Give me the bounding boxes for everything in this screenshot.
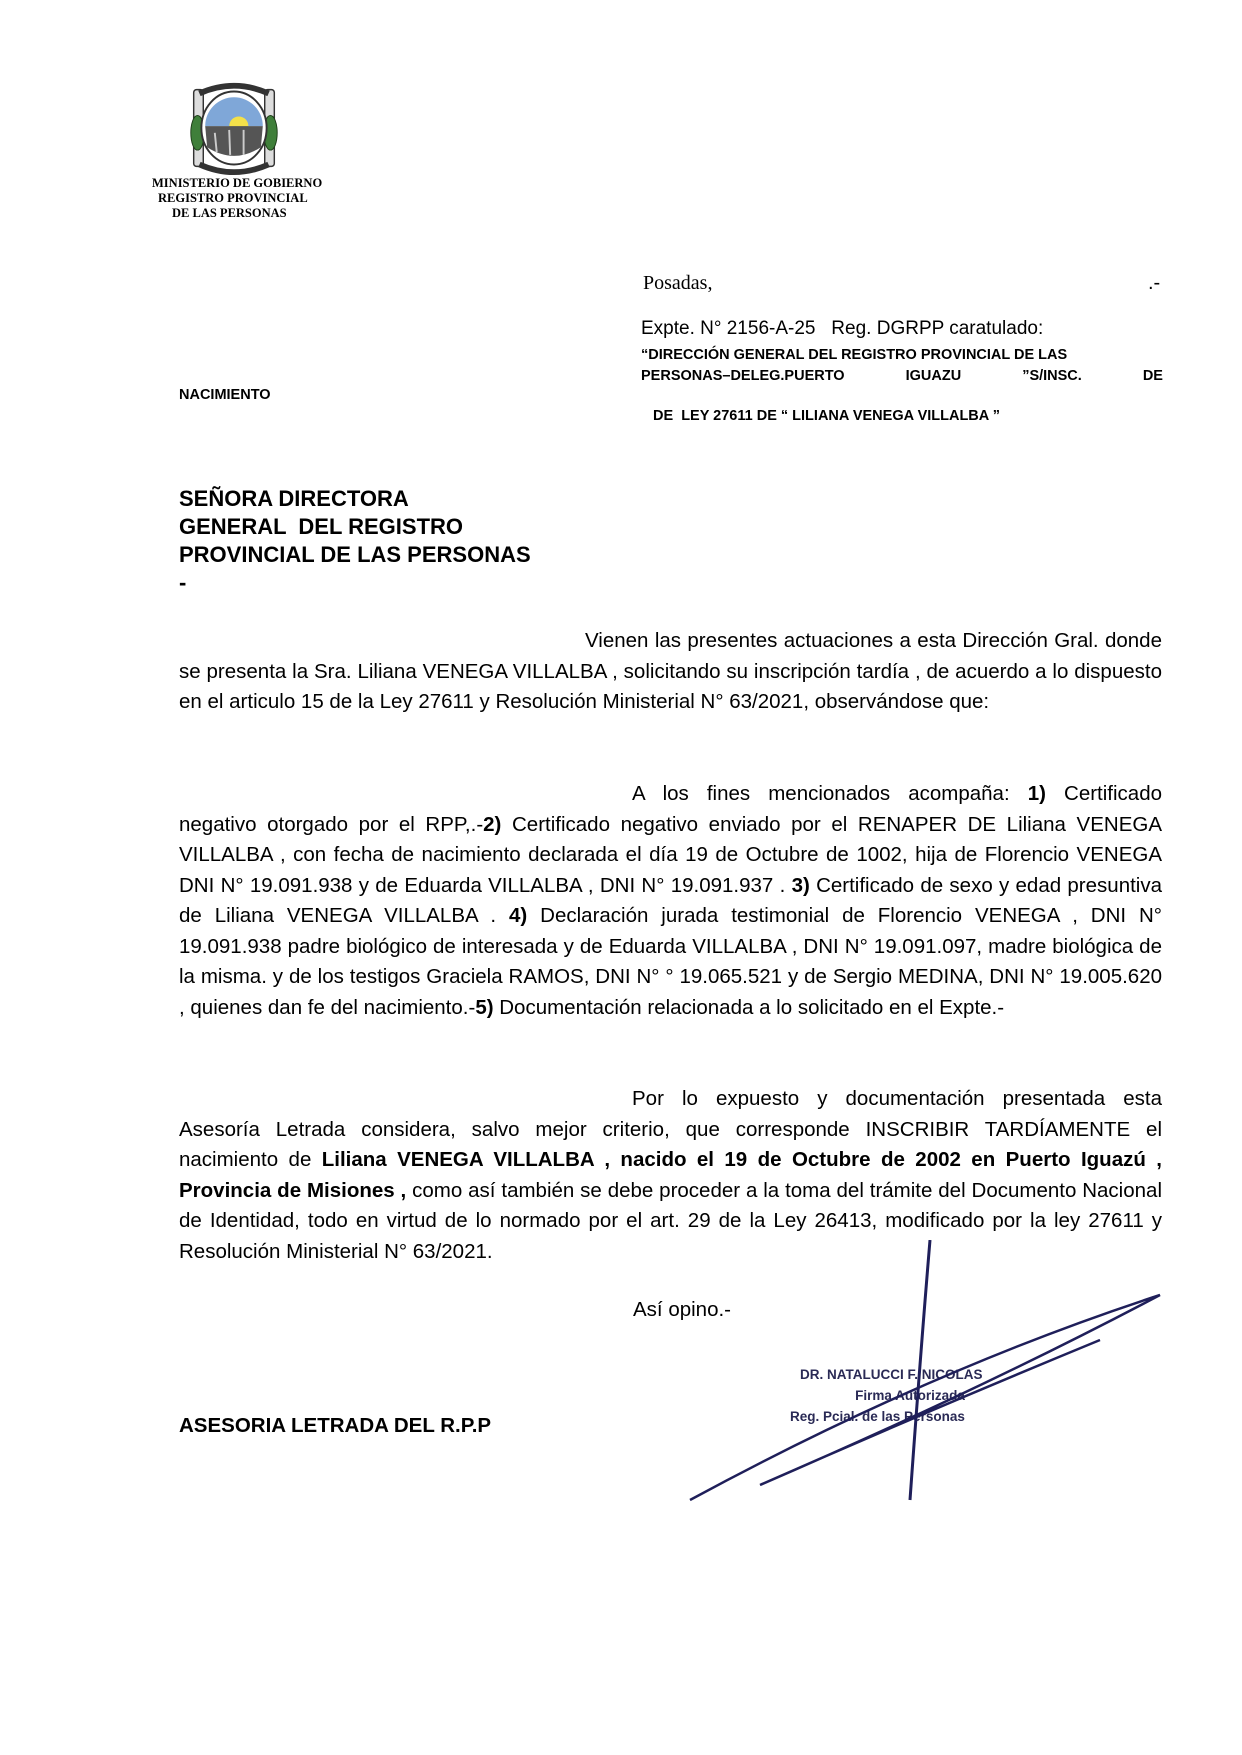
bold-text-segment: 3)	[791, 873, 810, 897]
ministry-header	[152, 176, 322, 221]
caption-line	[641, 366, 1163, 387]
stamp-line: Reg. Pcial. de las Personas	[790, 1409, 965, 1424]
caption-nacimiento: NACIMIENTO	[179, 387, 271, 403]
handwritten-signature	[680, 1240, 1180, 1520]
stamp-line: Firma Autorizada	[855, 1388, 965, 1403]
text-segment: Certificado de sexo y edad presuntiva de Liliana VENEGA VILLALBA .	[179, 873, 1162, 927]
text-segment: Por lo expuesto y documentación presentada esta Asesoría Letrada considera, salvo mejor criterio, que corresponde INSCRIBIR TARDÍAMENTE el nacimiento de	[179, 1087, 1162, 1171]
text-segment: Certificado negativo otorgado por el RPP,.-	[179, 782, 1162, 836]
bold-text-segment: 1)	[1027, 782, 1046, 805]
addressee-line: -	[179, 570, 187, 595]
caption-part: PERSONAS–DELEG.PUERTO	[641, 368, 845, 384]
caption-ley-line: DE LEY 27611 DE “ LILIANA VENEGA VILLALBA ”	[653, 408, 1000, 424]
addressee	[179, 485, 531, 597]
paragraph-intro: Vienen las presentes actuaciones a esta Dirección Gral. donde se presenta la Sra. Liliana VENEGA VILLALBA , solicitando su inscripción tardía , de acuerdo a lo dispuesto en el articulo 15 de la Ley 27611 y Resolución Ministerial N° 63/2021, observándose que:	[179, 629, 1162, 713]
text-segment: Declaración jurada testimonial de Florencio VENEGA , DNI N° 19.091.938 padre biológico de interesada y de Eduarda VILLALBA , DNI N° 19.091.097, madre biológica de la misma. y de los testigos Graciela RAMOS, DNI N° ° 19.065.521 y de Sergio MEDINA, DNI N° 19.005.620 , quienes dan fe del nacimiento.-	[179, 904, 1162, 1019]
caption-part: DE	[1142, 368, 1163, 384]
paragraph-documents	[179, 779, 1162, 1023]
date-suffix: .-	[1148, 272, 1161, 294]
caption-part: ”S/INSC.	[1022, 368, 1082, 384]
bold-text-segment: 2)	[483, 812, 502, 836]
signatory-office: ASESORIA LETRADA DEL R.P.P	[179, 1414, 492, 1437]
caption-line: “DIRECCIÓN GENERAL DEL REGISTRO PROVINCIAL DE LAS	[641, 347, 1068, 363]
bold-text-segment: 5)	[475, 995, 494, 1019]
ministry-line: MINISTERIO DE GOBIERNO	[152, 176, 323, 190]
file-caption	[641, 345, 1163, 387]
closing: Así opino.-	[633, 1298, 731, 1321]
stamp-line: DR. NATALUCCI F. NICOLAS	[800, 1367, 983, 1382]
provincial-seal-logo	[186, 80, 282, 176]
place: Posadas,	[643, 272, 713, 294]
bold-text-segment: Liliana VENEGA VILLALBA , nacido el 19 de Octubre de 2002 en Puerto Iguazú , Provincia de Misiones ,	[179, 1148, 1162, 1202]
text-segment: Certificado negativo enviado por el RENAPER DE Liliana VENEGA VILLALBA , con fecha de nacimiento declarada el día 19 de Octubre de 1002, hija de Florencio VENEGA DNI N° 19.091.938 y de Eduarda VILLALBA , DNI N° 19.091.937 .	[179, 812, 1162, 897]
file-number: Expte. N° 2156-A-25 Reg. DGRPP caratulado:	[641, 318, 1044, 339]
text-segment: A los fines mencionados acompaña:	[632, 782, 1028, 805]
bold-text-segment: 4)	[509, 904, 528, 927]
text-segment: como así también se debe proceder a la toma del trámite del Documento Nacional de Identidad, todo en virtud de lo normado por el art. 29 de la Ley 26413, modificado por la ley 27611 y Resolución Ministerial N° 63/2021.	[179, 1178, 1162, 1263]
addressee-line: GENERAL DEL REGISTRO	[179, 514, 464, 539]
text-segment: Documentación relacionada a lo solicitado en el Expte.-	[493, 995, 1005, 1019]
addressee-line: PROVINCIAL DE LAS PERSONAS	[179, 542, 531, 567]
ministry-line: REGISTRO PROVINCIAL	[158, 191, 308, 205]
ministry-line: DE LAS PERSONAS	[172, 206, 287, 220]
addressee-line: SEÑORA DIRECTORA	[179, 486, 409, 511]
caption-part: IGUAZU	[905, 368, 962, 384]
